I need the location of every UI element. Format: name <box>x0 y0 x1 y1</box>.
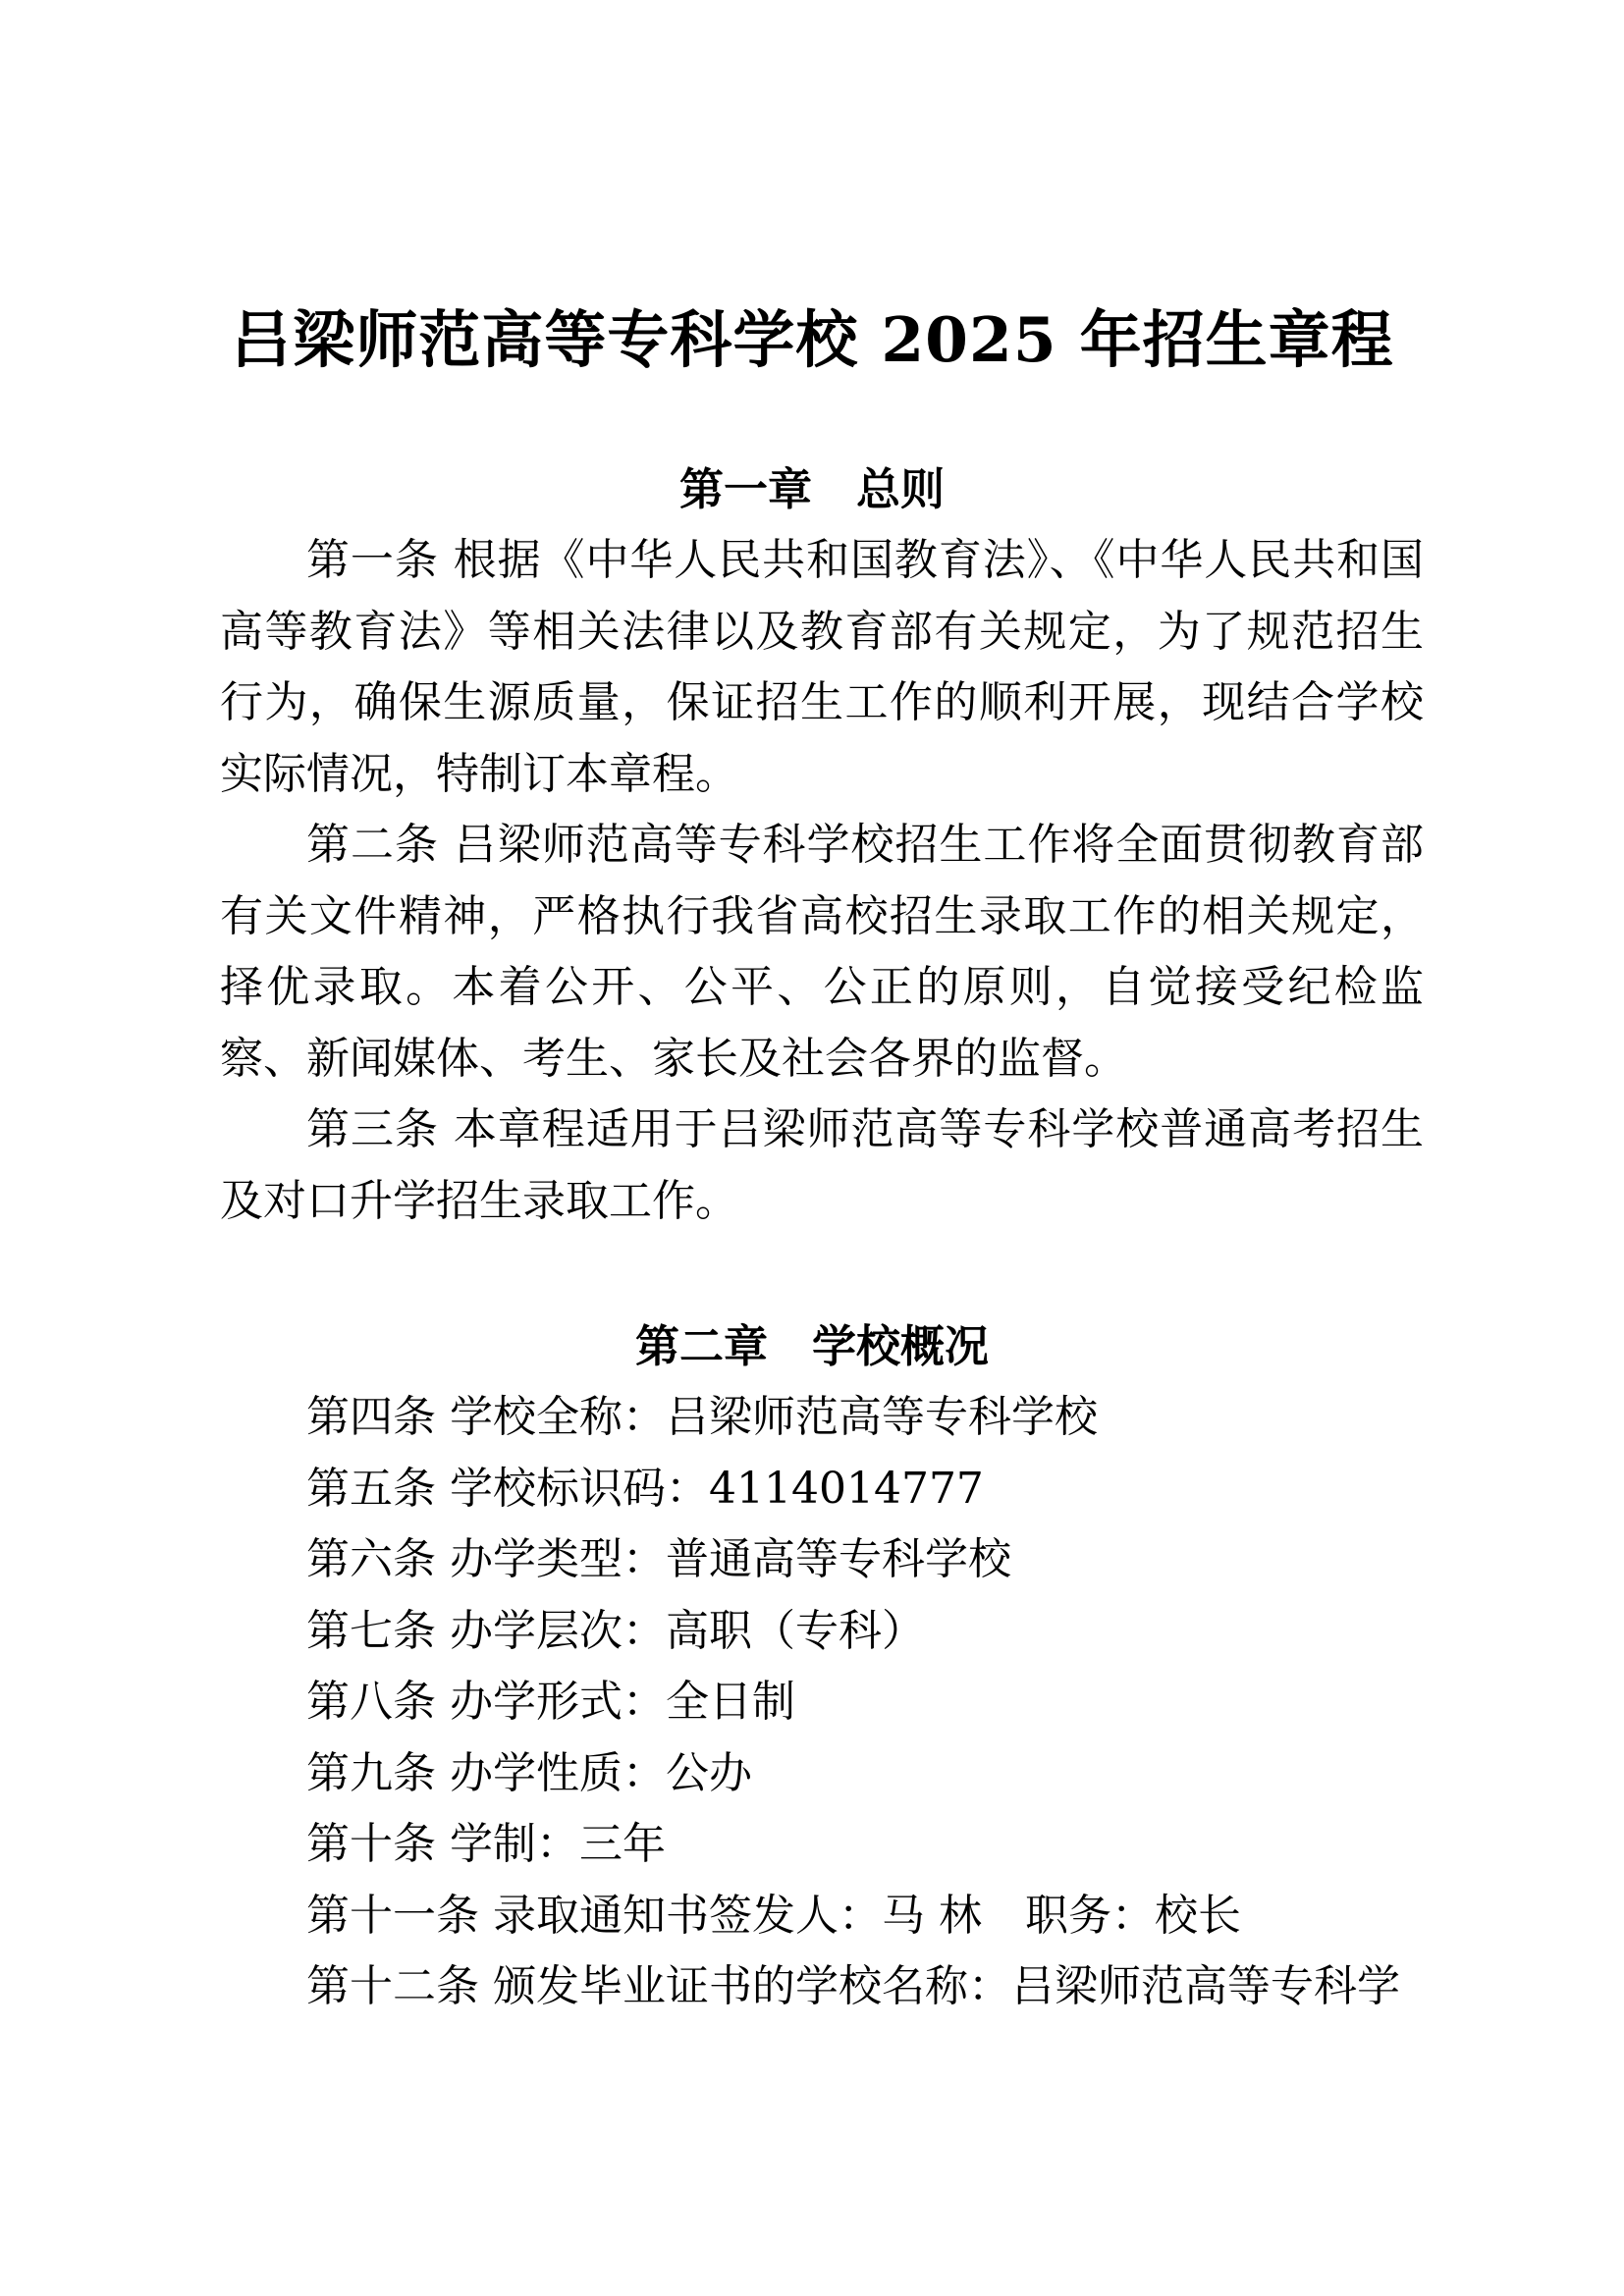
article-7-item: 第七条 办学层次：高职（专科） <box>306 1605 925 1656</box>
article-2-paragraph: 第二条 吕梁师范高等专科学校招生工作将全面贯彻教育部有关文件精神，严格执行我省高校招生录取工作的相关规定，择优录取。本着公开、公平、公正的原则，自觉接受纪检监察、新闻媒体、考生、家长及社会各界的监督。 <box>220 820 1424 1084</box>
chapter-1-heading: 第一章 总则 <box>678 463 945 515</box>
article-6-item: 第六条 办学类型：普通高等专科学校 <box>306 1534 1011 1584</box>
article-9-item: 第九条 办学性质：公办 <box>306 1747 752 1798</box>
document-title: 吕梁师范高等专科学校 2025 年招生章程 <box>230 303 1394 376</box>
article-3-paragraph: 第三条 本章程适用于吕梁师范高等专科学校普通高考招生及对口升学招生录取工作。 <box>220 1104 1424 1226</box>
article-4-item: 第四条 学校全称：吕梁师范高等专科学校 <box>306 1392 1098 1442</box>
article-11-item: 第十一条 录取通知书签发人：马 林 职务：校长 <box>306 1890 1241 1941</box>
article-5-item: 第五条 学校标识码：4114014777 <box>306 1463 984 1514</box>
article-8-item: 第八条 办学形式：全日制 <box>306 1677 795 1727</box>
chapter-2-heading: 第二章 学校概况 <box>634 1320 989 1372</box>
article-1-paragraph: 第一条 根据《中华人民共和国教育法》、《中华人民共和国高等教育法》等相关法律以及教育部有关规定，为了规范招生行为，确保生源质量，保证招生工作的顺利开展，现结合学校实际情况，特制订本章程。 <box>220 535 1424 799</box>
article-10-item: 第十条 学制：三年 <box>306 1819 666 1869</box>
article-12-item: 第十二条 颁发毕业证书的学校名称：吕梁师范高等专科学 <box>306 1961 1400 2011</box>
